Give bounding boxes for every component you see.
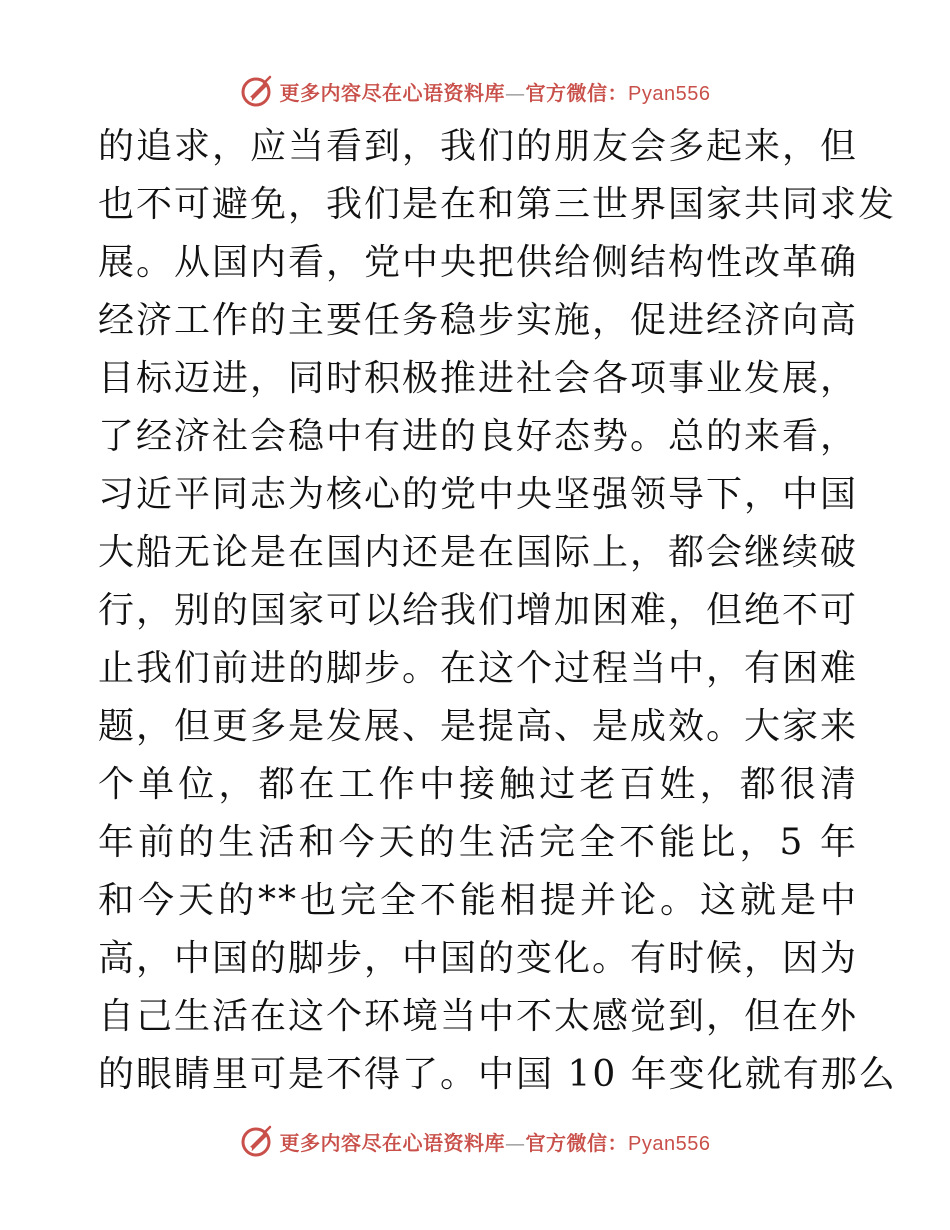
body-line: 个单位，都在工作中接触过老百姓，都很清 xyxy=(98,764,858,805)
body-line: 习近平同志为核心的党中央坚强领导下，中国 xyxy=(98,474,858,515)
header-banner-separator: — xyxy=(505,80,526,105)
body-line: 行，别的国家可以给我们增加困难，但绝不可 xyxy=(98,590,858,631)
body-line: 题，但更多是发展、是提高、是成效。大家来 xyxy=(98,706,858,747)
header-banner-label: 官方微信： xyxy=(525,80,629,105)
body-line: 和今天的**也完全不能相提并论。这就是中 xyxy=(98,880,858,921)
footer-banner xyxy=(0,1121,950,1161)
quill-pen-logo-icon xyxy=(240,1124,274,1158)
header-banner-main: 更多内容尽在心语资料库 xyxy=(279,80,506,105)
body-line: 大船无论是在国内还是在国际上，都会继续破 xyxy=(98,532,858,573)
footer-banner-separator: — xyxy=(505,1130,526,1155)
body-line: 也不可避免，我们是在和第三世界国家共同求发 xyxy=(98,184,897,225)
header-banner-id: Pyan556 xyxy=(628,82,711,105)
body-line: 的眼睛里可是不得了。中国 10 年变化就有那么 xyxy=(98,1054,897,1095)
footer-banner-main: 更多内容尽在心语资料库 xyxy=(279,1130,506,1155)
header-banner-text xyxy=(280,77,711,106)
header-banner xyxy=(0,71,950,111)
body-line: 自己生活在这个环境当中不太感觉到，但在外 xyxy=(98,996,858,1037)
footer-banner-text xyxy=(280,1127,711,1156)
body-line: 年前的生活和今天的生活完全不能比，5 年 xyxy=(98,822,858,863)
body-line: 展。从国内看，党中央把供给侧结构性改革确 xyxy=(98,242,858,283)
quill-pen-logo-icon xyxy=(240,74,274,108)
footer-banner-id: Pyan556 xyxy=(628,1132,711,1155)
body-line: 目标迈进，同时积极推进社会各项事业发展， xyxy=(98,358,858,399)
document-body xyxy=(98,118,897,1104)
body-line: 经济工作的主要任务稳步实施，促进经济向高 xyxy=(98,300,858,341)
body-line: 了经济社会稳中有进的良好态势。总的来看， xyxy=(98,416,858,457)
footer-banner-label: 官方微信： xyxy=(525,1130,629,1155)
body-line: 的追求，应当看到，我们的朋友会多起来，但 xyxy=(98,126,858,167)
body-line: 高，中国的脚步，中国的变化。有时候，因为 xyxy=(98,938,858,979)
body-line: 止我们前进的脚步。在这个过程当中，有困难 xyxy=(98,648,858,689)
